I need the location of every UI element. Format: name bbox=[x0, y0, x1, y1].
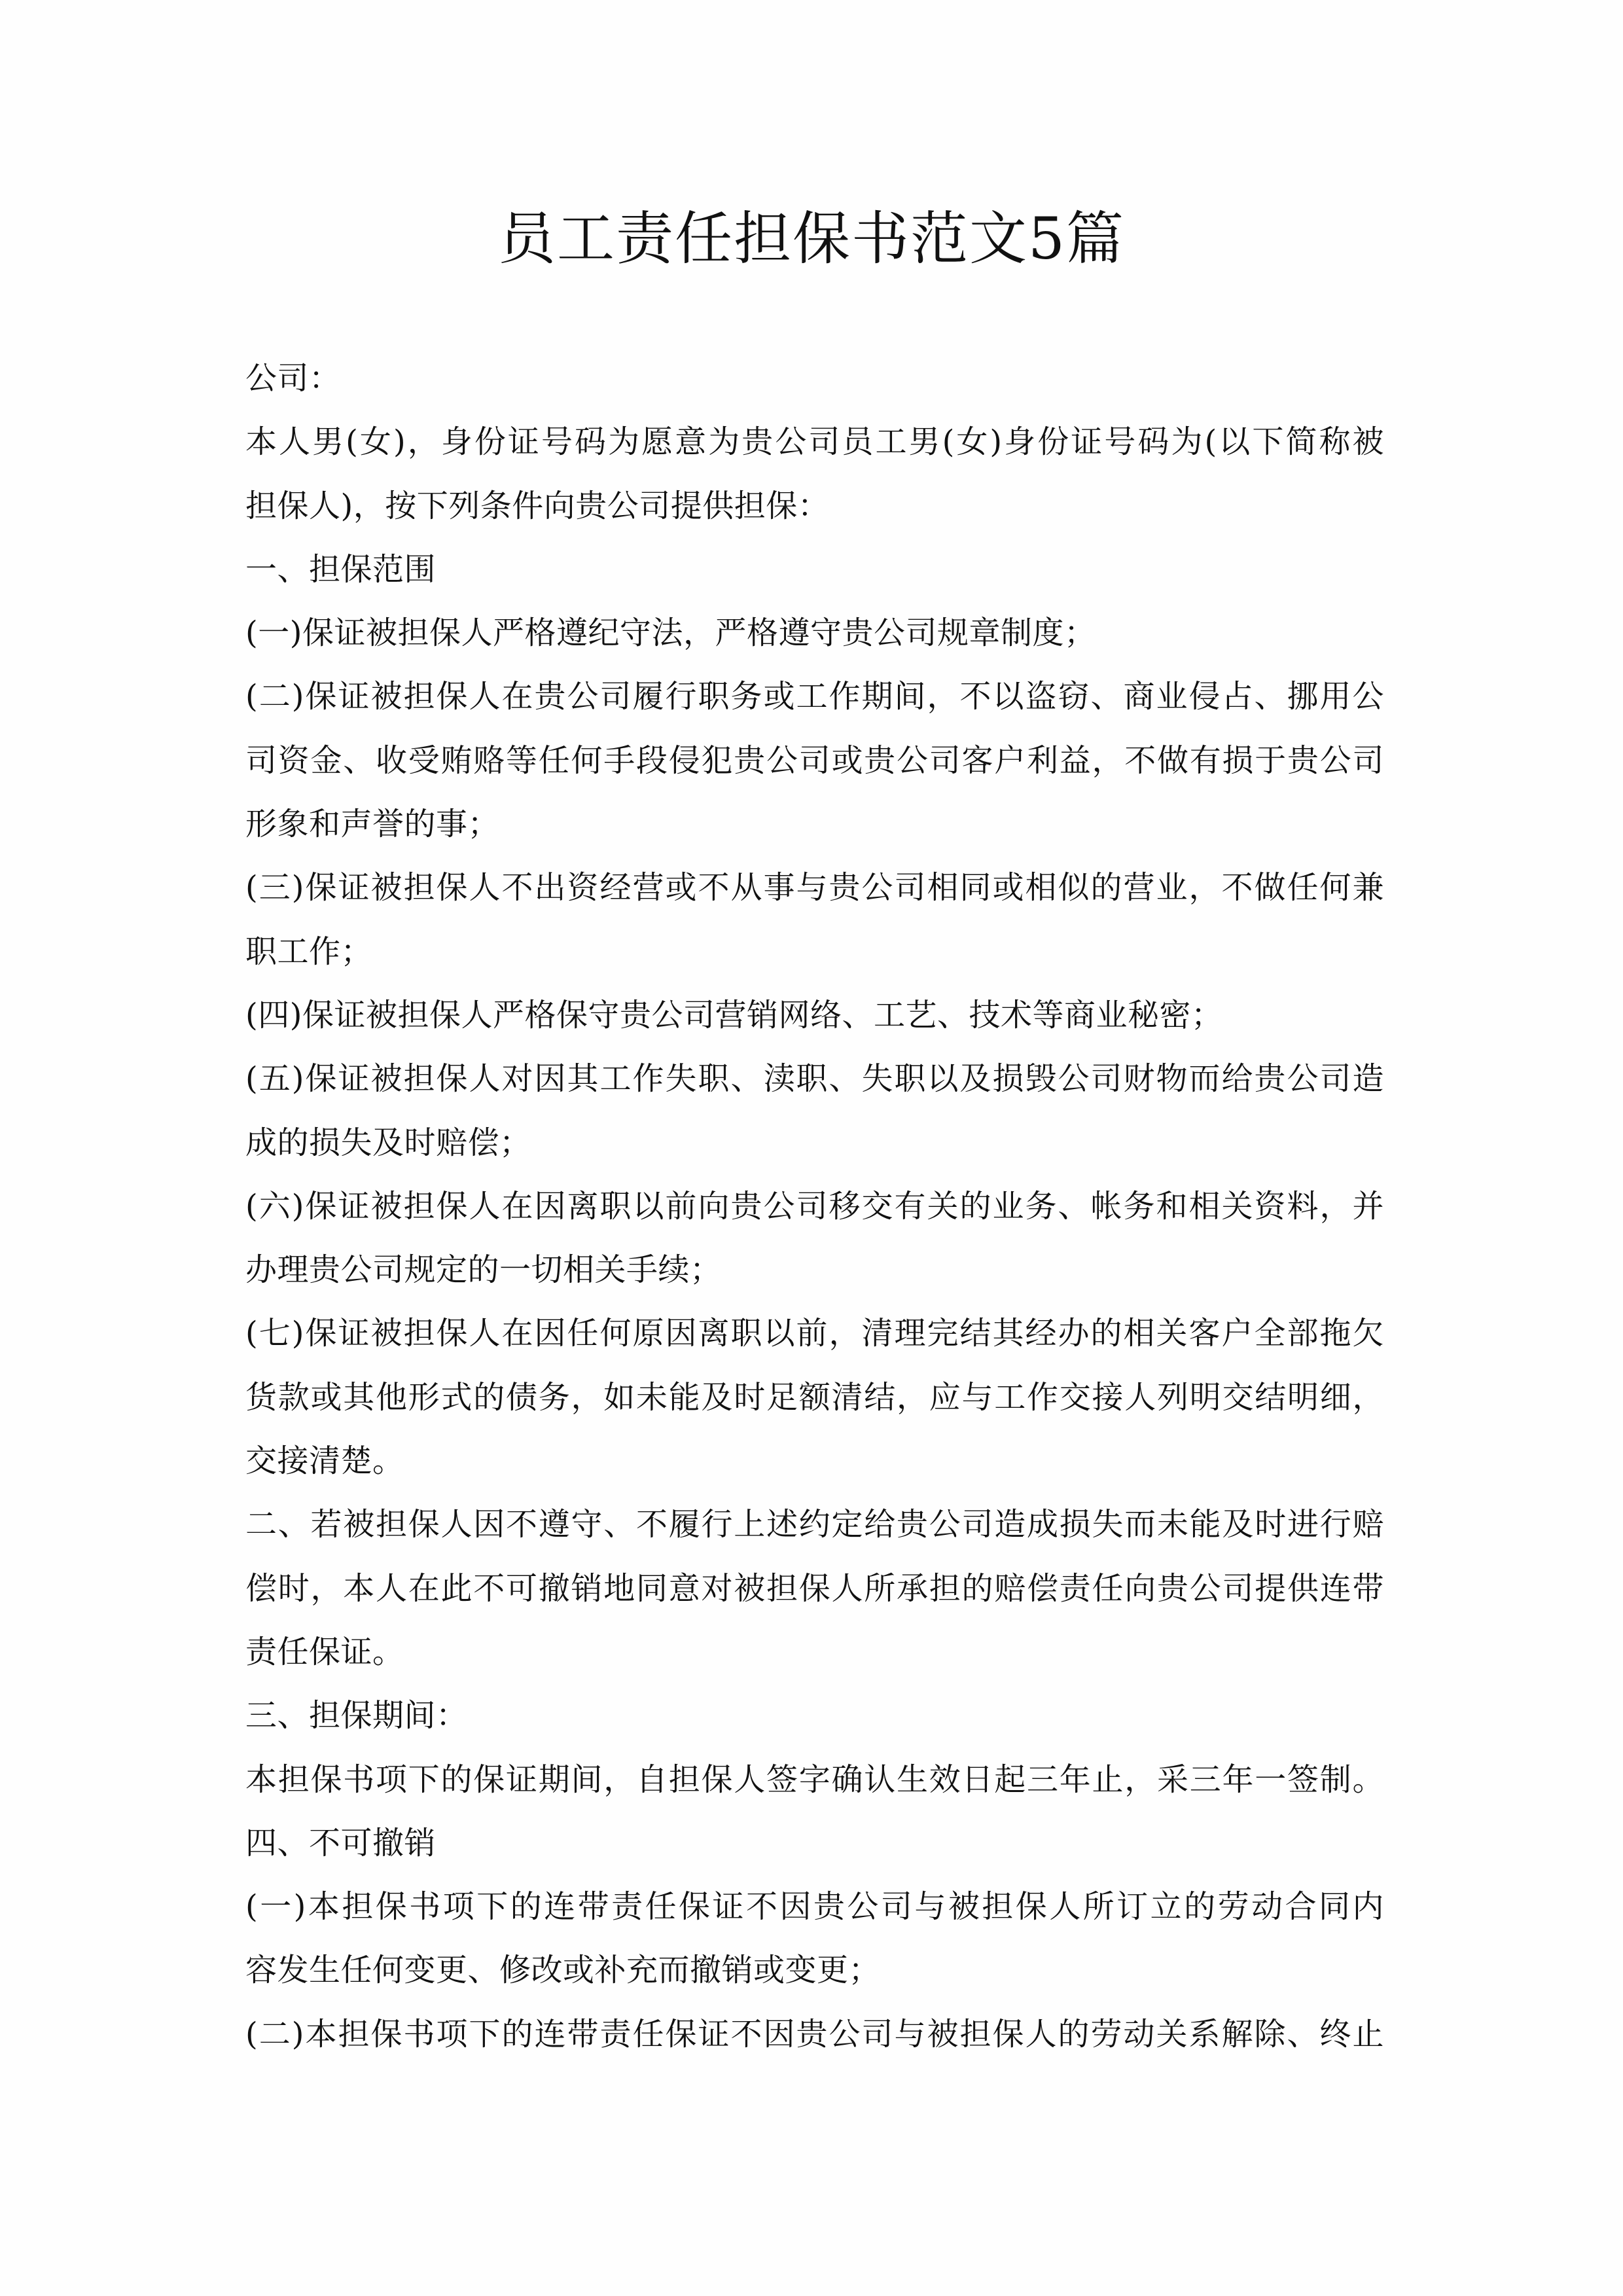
paragraph-line: 交接清楚。 bbox=[245, 1443, 404, 1480]
paragraph-line: 四、不可撤销 bbox=[245, 1824, 437, 1861]
paragraph-line: (二)保证被担保人在贵公司履行职务或工作期间，不以盗窃、商业侵占、挪用公 bbox=[245, 678, 1384, 715]
paragraph-line: 二、若被担保人因不遵守、不履行上述约定给贵公司造成损失而未能及时进行赔 bbox=[245, 1506, 1384, 1543]
paragraph-line: (一)保证被担保人严格遵纪守法，严格遵守贵公司规章制度； bbox=[245, 615, 1096, 652]
paragraph-line: 本人男(女)，身份证号码为愿意为贵公司员工男(女)身份证号码为(以下简称被 bbox=[245, 423, 1384, 461]
paragraph-line: 职工作； bbox=[245, 933, 373, 970]
paragraph-line: (二)本担保书项下的连带责任保证不因贵公司与被担保人的劳动关系解除、终止 bbox=[245, 2015, 1384, 2053]
paragraph-line: (七)保证被担保人在因任何原因离职以前，清理完结其经办的相关客户全部拖欠 bbox=[245, 1315, 1384, 1352]
paragraph-line: (五)保证被担保人对因其工作失职、渎职、失职以及损毁公司财物而给贵公司造 bbox=[245, 1060, 1384, 1098]
paragraph-line: (三)保证被担保人不出资经营或不从事与贵公司相同或相似的营业，不做任何兼 bbox=[245, 869, 1384, 906]
paragraph-line: 公司： bbox=[245, 360, 341, 397]
paragraph-line: (四)保证被担保人严格保守贵公司营销网络、工艺、技术等商业秘密； bbox=[245, 996, 1223, 1033]
paragraph-line: 本担保书项下的保证期间，自担保人签字确认生效日起三年止，采三年一签制。 bbox=[245, 1761, 1384, 1798]
paragraph-line: 货款或其他形式的债务，如未能及时足额清结，应与工作交接人列明交结明细， bbox=[245, 1378, 1384, 1416]
paragraph-line: 偿时，本人在此不可撤销地同意对被担保人所承担的赔偿责任向贵公司提供连带 bbox=[245, 1570, 1384, 1607]
paragraph-line: 成的损失及时赔偿； bbox=[245, 1124, 531, 1161]
paragraph-line: (六)保证被担保人在因离职以前向贵公司移交有关的业务、帐务和相关资料，并 bbox=[245, 1187, 1384, 1225]
paragraph-line: 三、担保期间： bbox=[245, 1697, 468, 1734]
paragraph-line: 形象和声誉的事； bbox=[245, 806, 500, 843]
paragraph-line: 责任保证。 bbox=[245, 1633, 404, 1670]
document-body bbox=[245, 347, 1384, 2066]
paragraph-line: 容发生任何变更、修改或补充而撤销或变更； bbox=[245, 1952, 881, 1989]
paragraph-line: 担保人)，按下列条件向贵公司提供担保： bbox=[245, 487, 830, 524]
paragraph-line: (一)本担保书项下的连带责任保证不因贵公司与被担保人所订立的劳动合同内 bbox=[245, 1888, 1384, 1926]
paragraph-line: 办理贵公司规定的一切相关手续； bbox=[245, 1251, 722, 1289]
paragraph-line: 司资金、收受贿赂等任何手段侵犯贵公司或贵公司客户利益，不做有损于贵公司 bbox=[245, 742, 1384, 779]
document-title: 员工责任担保书范文5篇 bbox=[498, 205, 1125, 272]
paragraph-line: 一、担保范围 bbox=[245, 550, 437, 588]
